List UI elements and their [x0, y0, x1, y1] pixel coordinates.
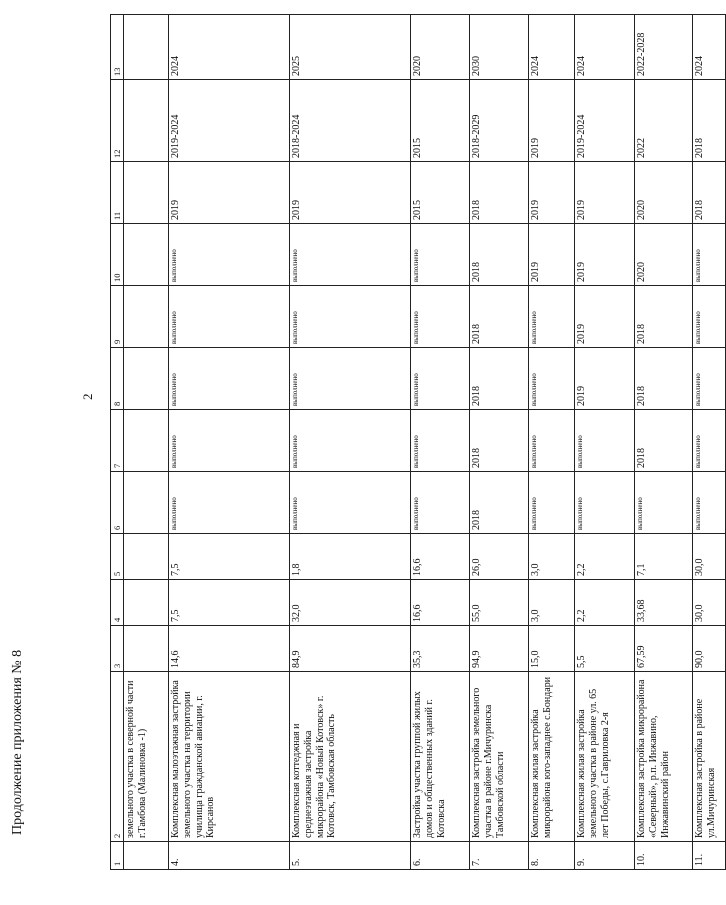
table-cell: выполнено: [575, 410, 635, 472]
table-cell: 6.: [411, 842, 470, 870]
table-cell: выполнено: [411, 472, 470, 534]
table-row: [470, 15, 529, 870]
table-cell: 33,68: [635, 580, 693, 626]
table-cell: 7,1: [635, 534, 693, 580]
table-cell: 2019: [575, 286, 635, 348]
table-cell: выполнено: [169, 410, 290, 472]
table-cell: выполнено: [169, 472, 290, 534]
column-number: 8: [111, 348, 124, 410]
table-cell: Комплексная застройка микрорайона «Северный», р.п. Инжавино, Инжавинский район: [635, 672, 693, 842]
table-cell: выполнено: [693, 286, 726, 348]
table-cell: выполнено: [169, 286, 290, 348]
table-cell: 2019: [529, 162, 575, 224]
table-cell: выполнено: [529, 410, 575, 472]
table-cell: выполнено: [290, 224, 411, 286]
table-cell: 2024: [693, 15, 726, 80]
table-cell: 2018: [470, 286, 529, 348]
table-row: [290, 15, 411, 870]
table-cell: 2,2: [575, 580, 635, 626]
table-cell: 2019-2024: [575, 80, 635, 162]
table-cell: 15,0: [529, 626, 575, 672]
table-cell: 2024: [575, 15, 635, 80]
table-cell: 2020: [411, 15, 470, 80]
table-header-row: [111, 15, 124, 870]
table-cell: 26,0: [470, 534, 529, 580]
table-row: [529, 15, 575, 870]
table-cell: [124, 580, 169, 626]
table-cell: 35,3: [411, 626, 470, 672]
table-cell: выполнено: [169, 224, 290, 286]
table-cell: выполнено: [290, 410, 411, 472]
table-cell: Комплексная жилая застройка земельного участка в районе ул. 65 лет Победы, с.Гавриловка 2-я: [575, 672, 635, 842]
table-cell: 2018-2024: [290, 80, 411, 162]
table-row: [635, 15, 693, 870]
table-cell: 2020: [635, 162, 693, 224]
table-cell: выполнено: [693, 472, 726, 534]
table-cell: 10.: [635, 842, 693, 870]
table-cell: [124, 286, 169, 348]
column-number: 10: [111, 224, 124, 286]
table-cell: выполнено: [693, 410, 726, 472]
table-cell: [124, 348, 169, 410]
table-cell: выполнено: [290, 348, 411, 410]
data-table: [110, 14, 726, 870]
column-number: 5: [111, 534, 124, 580]
table-cell: 55,0: [470, 580, 529, 626]
table-cell: 94,9: [470, 626, 529, 672]
column-number: 3: [111, 626, 124, 672]
table-cell: Комплексная застройка в районе ул.Мичуринская: [693, 672, 726, 842]
table-cell: 2015: [411, 162, 470, 224]
table-cell: [124, 80, 169, 162]
table-cell: [124, 842, 169, 870]
table-cell: 1,8: [290, 534, 411, 580]
table-cell: выполнено: [290, 286, 411, 348]
table-cell: выполнено: [411, 348, 470, 410]
table-cell: 4.: [169, 842, 290, 870]
table-cell: выполнено: [529, 472, 575, 534]
table-cell: [124, 224, 169, 286]
table-cell: выполнено: [575, 472, 635, 534]
table-cell: [124, 15, 169, 80]
table-cell: 2018: [470, 410, 529, 472]
table-cell: 2022-2028: [635, 15, 693, 80]
table-cell: 2025: [290, 15, 411, 80]
table-cell: [124, 534, 169, 580]
table-cell: 2019: [290, 162, 411, 224]
table-cell: 9.: [575, 842, 635, 870]
column-number: 6: [111, 472, 124, 534]
table-cell: 2018: [635, 286, 693, 348]
table-cell: выполнено: [411, 410, 470, 472]
table-cell: 7,5: [169, 580, 290, 626]
table-cell: [124, 162, 169, 224]
table-cell: Комплексная коттеджная и среднеэтажная застройка микрорайона «Новый Котовск» г. Котовск, Тамбовская область: [290, 672, 411, 842]
table-row: [411, 15, 470, 870]
table-cell: 7,5: [169, 534, 290, 580]
table-cell: выполнено: [529, 348, 575, 410]
table-cell: 90,0: [693, 626, 726, 672]
continuation-title: Продолжение приложения № 8: [10, 649, 25, 835]
table-cell: [124, 410, 169, 472]
table-cell: Комплексная жилая застройка микрорайона юго-западнее с.Бондари: [529, 672, 575, 842]
table-cell: 30,0: [693, 534, 726, 580]
table-cell: 2018: [470, 348, 529, 410]
table-cell: земельного участка в северной части г.Тамбова (Малиновка -1): [124, 672, 169, 842]
column-number: 13: [111, 15, 124, 80]
table-cell: 2018: [470, 472, 529, 534]
table-cell: 2019-2024: [169, 80, 290, 162]
table-cell: 5.: [290, 842, 411, 870]
table-cell: 14,6: [169, 626, 290, 672]
column-number: 1: [111, 842, 124, 870]
table-row: [575, 15, 635, 870]
table-cell: Комплексная застройка земельного участка в районе г.Мичуринска Тамбовской области: [470, 672, 529, 842]
table-cell: 8.: [529, 842, 575, 870]
table-cell: Застройка участка группой жилых домов и общественных зданий г. Котовска: [411, 672, 470, 842]
table-cell: 2019: [575, 162, 635, 224]
table-cell: 2018: [470, 162, 529, 224]
table-cell: 2019: [575, 348, 635, 410]
table-cell: 2018-2029: [470, 80, 529, 162]
table-cell: 11.: [693, 842, 726, 870]
table-cell: 2020: [635, 224, 693, 286]
table-cell: 30,0: [693, 580, 726, 626]
table-cell: 2018: [635, 348, 693, 410]
column-number: 2: [111, 672, 124, 842]
column-number: 7: [111, 410, 124, 472]
table-cell: Комплексная малоэтажная застройка земельного участка на территории училища гражданской авиации, г. Кирсанов: [169, 672, 290, 842]
table-row: [124, 15, 169, 870]
table-cell: выполнено: [411, 224, 470, 286]
table-cell: 3,0: [529, 580, 575, 626]
column-number: 9: [111, 286, 124, 348]
table-cell: выполнено: [290, 472, 411, 534]
table-cell: 2018: [470, 224, 529, 286]
table-cell: 2019: [575, 224, 635, 286]
table-cell: 67,59: [635, 626, 693, 672]
table-cell: выполнено: [693, 348, 726, 410]
table-row: [693, 15, 726, 870]
table-cell: выполнено: [411, 286, 470, 348]
table-cell: выполнено: [693, 224, 726, 286]
column-number: 12: [111, 80, 124, 162]
table-cell: 5,5: [575, 626, 635, 672]
table-cell: 16,6: [411, 580, 470, 626]
table-cell: 2024: [529, 15, 575, 80]
table-cell: 3,0: [529, 534, 575, 580]
table-cell: 2018: [635, 410, 693, 472]
table-cell: 2022: [635, 80, 693, 162]
table-cell: 2,2: [575, 534, 635, 580]
table-cell: 2019: [529, 80, 575, 162]
table-cell: 16,6: [411, 534, 470, 580]
table-cell: [124, 472, 169, 534]
table-cell: 2015: [411, 80, 470, 162]
column-number: 4: [111, 580, 124, 626]
table-cell: 2019: [169, 162, 290, 224]
table-cell: 2018: [693, 162, 726, 224]
table-cell: 7.: [470, 842, 529, 870]
table-cell: 2019: [529, 224, 575, 286]
page-number: 2: [80, 393, 95, 400]
table-cell: 2024: [169, 15, 290, 80]
table-cell: 84,9: [290, 626, 411, 672]
table-cell: выполнено: [635, 472, 693, 534]
column-number: 11: [111, 162, 124, 224]
table-cell: 32,0: [290, 580, 411, 626]
table-cell: 2030: [470, 15, 529, 80]
table-cell: 2018: [693, 80, 726, 162]
table-row: [169, 15, 290, 870]
table-cell: выполнено: [529, 286, 575, 348]
table-cell: [124, 626, 169, 672]
table-cell: выполнено: [169, 348, 290, 410]
